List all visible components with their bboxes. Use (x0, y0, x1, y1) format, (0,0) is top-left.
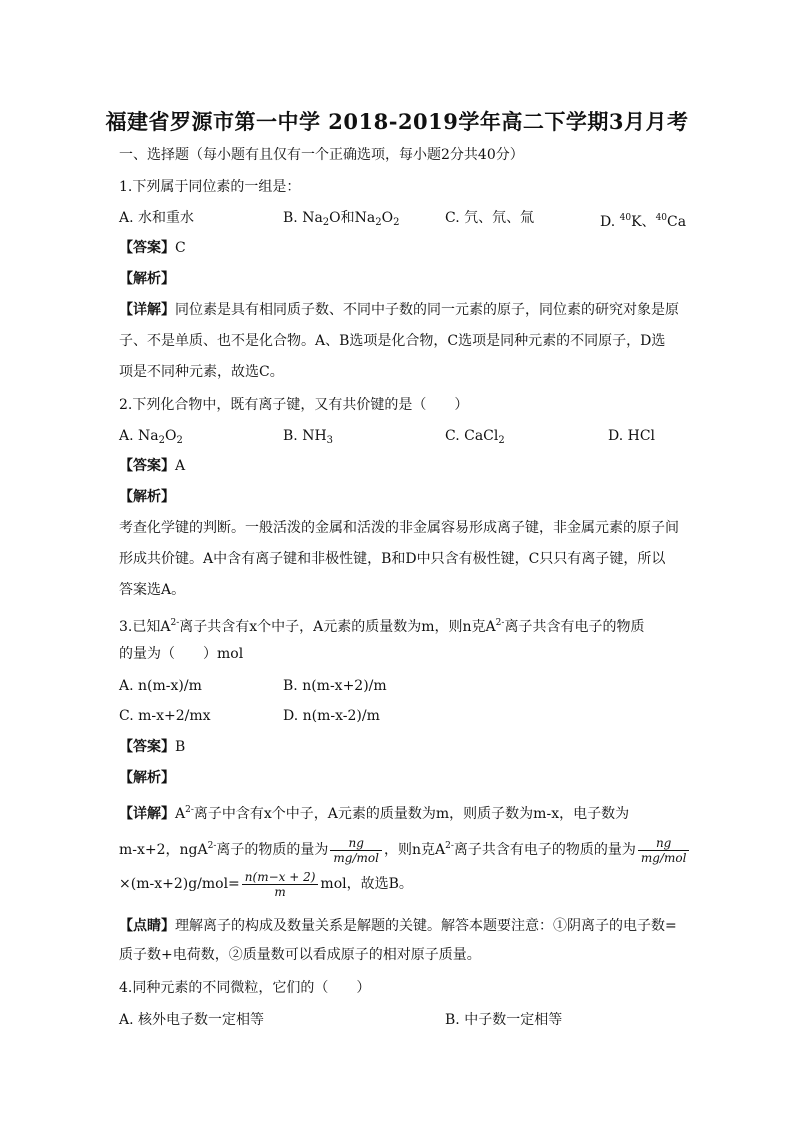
q2-analysis-line-1: 考查化学键的判断。一般活泼的金属和活泼的非金属容易形成离子键，非金属元素的原子间 (119, 520, 679, 536)
q3-detail-line-2: m-x+2，ngA$^{2-}$离子的物质的量为 $\frac{ng}{\text{mg/mol}}$ ，则n克$A^{2-}$离子共含有电子的物质的量为 $\frac{ng}{\text{mg/mol}}$ (119, 830, 679, 866)
page-title: 福建省罗源市第一中学 2018-2019学年高二下学期3月月考 (105, 109, 689, 134)
q2-option-d: D. HCl (608, 428, 656, 444)
q2-option-c: C. CaCl$_2$ (445, 428, 505, 446)
q3-stem-line-2: 的量为（ ）mol (119, 646, 244, 662)
q1-answer: 【答案】C (119, 240, 186, 256)
q1-stem: 1.下列属于同位素的一组是： (119, 179, 301, 195)
q1-detail-line-3: 项是不同种元素，故选C。 (119, 364, 284, 380)
q3-option-c: C. m-x+2/mx (119, 708, 211, 724)
q3-analysis-label: 【解析】 (119, 770, 175, 786)
q2-option-a: A. $Na_2O_2$ (119, 428, 183, 446)
q3-detail-line-3: ×(m-x+2)g/mol= $\frac{n(m-x + 2)}{m}$ mol，故选B。 (119, 869, 413, 899)
q3-option-a: A. n(m-x)/m (119, 678, 202, 694)
q1-option-b: B. $Na_2O$和$Na_2O_2$ (283, 210, 400, 228)
q3-option-b: B. n(m-x+2)/m (283, 678, 387, 694)
q3-stem-line-1: 3.已知$A^{2-}$离子共含有x个中子，A元素的质量数为m，则n克$A^{2-}$离子共含有电子的物质 (119, 618, 645, 635)
q2-answer: 【答案】A (119, 458, 186, 474)
q2-analysis-line-2: 形成共价键。A中含有离子键和非极性键，B和D中只含有极性键，C只只有离子键，所以 (119, 551, 666, 567)
q3-tip-line-1: 【点睛】理解离子的构成及数量关系是解题的关键。解答本题要注意：①阴离子的电子数= (119, 918, 677, 934)
q2-analysis-line-3: 答案选A。 (119, 582, 186, 598)
q4-option-b: B. 中子数一定相等 (445, 1012, 563, 1028)
q1-option-a: A. 水和重水 (119, 210, 195, 226)
section-heading: 一、选择题（每小题有且仅有一个正确选项，每小题2分共40分） (119, 147, 524, 163)
q4-stem: 4.同种元素的不同微粒，它们的（ ） (119, 980, 371, 996)
q2-analysis-label: 【解析】 (119, 489, 175, 505)
q1-option-c: C. 氕、氘、氚 (445, 210, 535, 226)
q3-option-d: D. n(m-x-2)/m (283, 708, 380, 724)
q2-stem: 2.下列化合物中，既有离子键，又有共价键的是（ ） (119, 397, 469, 413)
q3-detail-line-1: 【详解】$A^{2-}$离子中含有x个中子，A元素的质量数为m，则质子数为m-x，电子数为 (119, 805, 630, 822)
q3-answer: 【答案】B (119, 739, 186, 755)
q1-option-d: D. $^{40}$K、$^{40}$Ca (600, 213, 687, 230)
q1-analysis-label: 【解析】 (119, 271, 175, 287)
fraction-ng-over-mg-mol: $\frac{ng}{\text{mg/mol}}$ (330, 836, 382, 865)
q2-option-b: B. $NH_3$ (283, 428, 334, 446)
q3-tip-line-2: 质子数+电荷数，②质量数可以看成原子的相对原子质量。 (119, 947, 481, 963)
q4-option-a: A. 核外电子数一定相等 (119, 1012, 265, 1028)
q1-detail-line-2: 子、不是单质、也不是化合物。A、B选项是化合物，C选项是同种元素的不同原子，D选 (119, 333, 666, 349)
fraction-electron-moles: $\frac{n(m-x + 2)}{m}$ (242, 870, 319, 899)
fraction-ng-over-mg-mol-2: $\frac{ng}{\text{mg/mol}}$ (638, 836, 690, 865)
q1-detail-line-1: 【详解】同位素是具有相同质子数、不同中子数的同一元素的原子，同位素的研究对象是原 (119, 302, 679, 318)
